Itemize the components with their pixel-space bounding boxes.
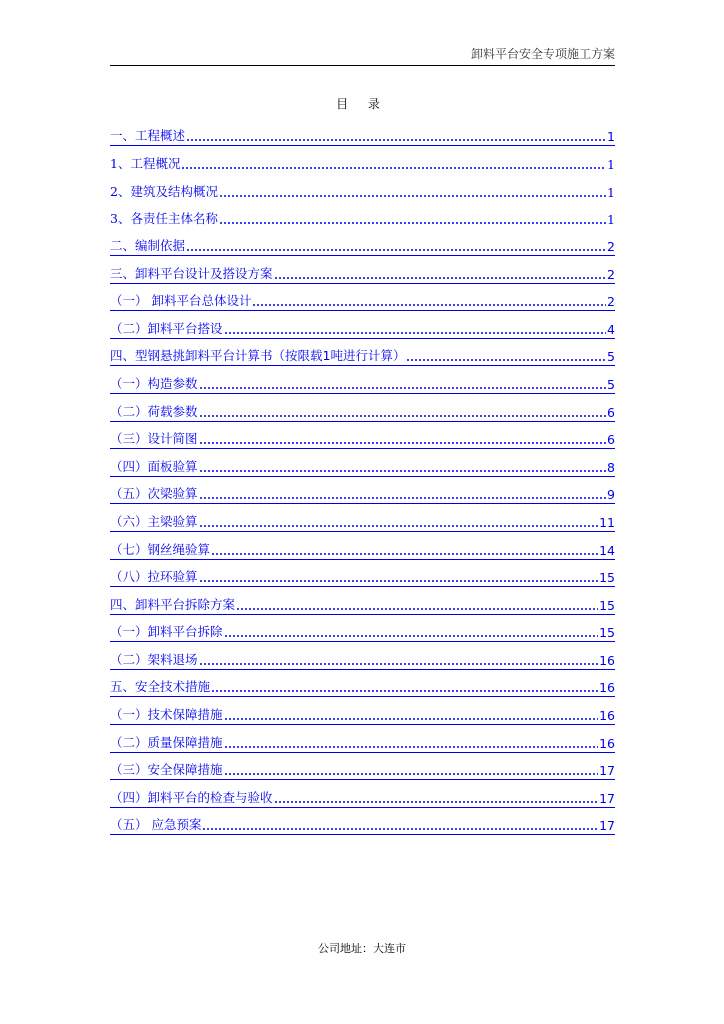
toc-leader-dots xyxy=(199,387,607,389)
toc-entry[interactable] xyxy=(110,504,615,532)
toc-leader-dots xyxy=(186,249,606,251)
toc-entry-page: 6 xyxy=(607,432,615,448)
toc-entry-page: 9 xyxy=(607,487,615,503)
toc-entry-label: （一）构造参数 xyxy=(110,375,198,391)
toc-entry-label: （八）拉环验算 xyxy=(110,569,198,585)
toc-entry-page: 1 xyxy=(607,128,615,144)
toc-entry-page: 16 xyxy=(599,735,615,751)
toc-entry-page: 8 xyxy=(607,459,615,475)
toc-entry-page: 1 xyxy=(607,212,615,228)
toc-entry[interactable] xyxy=(110,339,615,367)
toc-entry-page: 11 xyxy=(599,514,615,530)
toc-entry[interactable] xyxy=(110,118,615,146)
toc-leader-dots xyxy=(224,746,599,748)
toc-entry[interactable] xyxy=(110,532,615,560)
toc-leader-dots xyxy=(199,415,607,417)
toc-entry-label: （六）主梁验算 xyxy=(110,513,198,529)
toc-entry[interactable] xyxy=(110,808,615,836)
toc-leader-dots xyxy=(199,442,607,444)
toc-leader-dots xyxy=(224,718,599,720)
toc-entry-page: 17 xyxy=(599,790,615,806)
toc-entry-label: （五）次梁验算 xyxy=(110,486,198,502)
toc-entry-page: 17 xyxy=(599,818,615,834)
toc-entry-label: （三）安全保障措施 xyxy=(110,762,223,778)
toc-heading: 目 录 xyxy=(336,97,388,111)
toc-leader-dots xyxy=(199,470,607,472)
toc-entry-label: 2、建筑及结构概况 xyxy=(110,183,218,199)
toc-entry[interactable] xyxy=(110,146,615,174)
toc-leader-dots xyxy=(199,497,607,499)
toc-entry-label: （四）面板验算 xyxy=(110,458,198,474)
toc-entry-page: 5 xyxy=(607,349,615,365)
toc-entry[interactable] xyxy=(110,366,615,394)
toc-entry-label: （五） 应急预案 xyxy=(110,817,202,833)
toc-entry-page: 4 xyxy=(607,321,615,337)
toc-entry-page: 5 xyxy=(607,376,615,392)
toc-entry[interactable] xyxy=(110,173,615,201)
toc-entry-page: 1 xyxy=(607,157,615,173)
toc-entry[interactable] xyxy=(110,394,615,422)
toc-leader-dots xyxy=(224,773,599,775)
toc-entry[interactable] xyxy=(110,615,615,643)
toc-entry-label: （四）卸料平台的检查与验收 xyxy=(110,789,273,805)
toc-leader-dots xyxy=(406,359,606,361)
toc-leader-dots xyxy=(274,801,599,803)
toc-entry-page: 1 xyxy=(607,184,615,200)
toc-leader-dots xyxy=(219,222,606,224)
toc-entry-page: 14 xyxy=(599,542,615,558)
toc-entry-label: （二）卸料平台搭设 xyxy=(110,320,223,336)
toc-entry-label: 三、卸料平台设计及搭设方案 xyxy=(110,265,273,281)
toc-entry[interactable] xyxy=(110,449,615,477)
toc-entry[interactable] xyxy=(110,587,615,615)
toc-leader-dots xyxy=(236,608,598,610)
page-footer: 公司地址：大连市 xyxy=(318,942,406,955)
toc-entry-page: 15 xyxy=(599,570,615,586)
toc-leader-dots xyxy=(211,553,598,555)
toc-entry-label: 五、安全技术措施 xyxy=(110,679,211,695)
toc-entry-label: 3、各责任主体名称 xyxy=(110,211,218,227)
toc-leader-dots xyxy=(274,277,607,279)
toc-leader-dots xyxy=(219,195,606,197)
toc-entry[interactable] xyxy=(110,670,615,698)
toc-leader-dots xyxy=(181,167,606,169)
toc-entry-label: （一）卸料平台拆除 xyxy=(110,624,223,640)
toc-entry-label: （二）荷载参数 xyxy=(110,403,198,419)
toc-entry-label: 四、型钢悬挑卸料平台计算书（按限载1吨进行计算） xyxy=(110,348,406,364)
toc-entry-page: 16 xyxy=(599,708,615,724)
toc-entry[interactable] xyxy=(110,284,615,312)
toc-entry[interactable] xyxy=(110,697,615,725)
toc-entry-page: 16 xyxy=(599,680,615,696)
toc-entry[interactable] xyxy=(110,228,615,256)
toc-entry[interactable] xyxy=(110,256,615,284)
table-of-contents xyxy=(110,118,615,835)
toc-entry-label: 二、编制依据 xyxy=(110,237,186,253)
toc-leader-dots xyxy=(224,635,599,637)
toc-leader-dots xyxy=(199,580,599,582)
toc-entry-page: 2 xyxy=(607,294,615,310)
toc-entry[interactable] xyxy=(110,753,615,781)
toc-entry[interactable] xyxy=(110,780,615,808)
toc-leader-dots xyxy=(211,690,598,692)
toc-entry[interactable] xyxy=(110,725,615,753)
toc-entry-label: 1、工程概况 xyxy=(110,156,181,172)
toc-entry-page: 17 xyxy=(599,763,615,779)
toc-entry[interactable] xyxy=(110,642,615,670)
toc-leader-dots xyxy=(252,304,606,306)
toc-entry[interactable] xyxy=(110,201,615,229)
header-title: 卸料平台安全专项施工方案 xyxy=(470,47,615,61)
toc-entry-label: （二）架料退场 xyxy=(110,651,198,667)
page-header xyxy=(110,44,615,66)
toc-leader-dots xyxy=(186,139,606,141)
toc-entry-page: 6 xyxy=(607,404,615,420)
toc-entry-label: （二）质量保障措施 xyxy=(110,734,223,750)
toc-entry-label: （三）设计简图 xyxy=(110,431,198,447)
toc-entry-label: （一）技术保障措施 xyxy=(110,707,223,723)
toc-entry-label: 一、工程概述 xyxy=(110,127,186,143)
toc-entry-page: 16 xyxy=(599,652,615,668)
toc-entry-page: 2 xyxy=(607,266,615,282)
toc-entry-label: 四、卸料平台拆除方案 xyxy=(110,596,236,612)
toc-leader-dots xyxy=(199,525,599,527)
toc-entry-page: 15 xyxy=(599,625,615,641)
toc-entry-page: 15 xyxy=(599,597,615,613)
toc-entry[interactable] xyxy=(110,477,615,505)
toc-leader-dots xyxy=(202,828,598,830)
toc-entry[interactable] xyxy=(110,560,615,588)
toc-entry[interactable] xyxy=(110,422,615,450)
toc-entry-label: （七）钢丝绳验算 xyxy=(110,541,211,557)
toc-entry-label: （一） 卸料平台总体设计 xyxy=(110,293,252,309)
toc-entry[interactable] xyxy=(110,311,615,339)
toc-leader-dots xyxy=(224,332,607,334)
toc-leader-dots xyxy=(199,663,599,665)
toc-entry-page: 2 xyxy=(607,238,615,254)
